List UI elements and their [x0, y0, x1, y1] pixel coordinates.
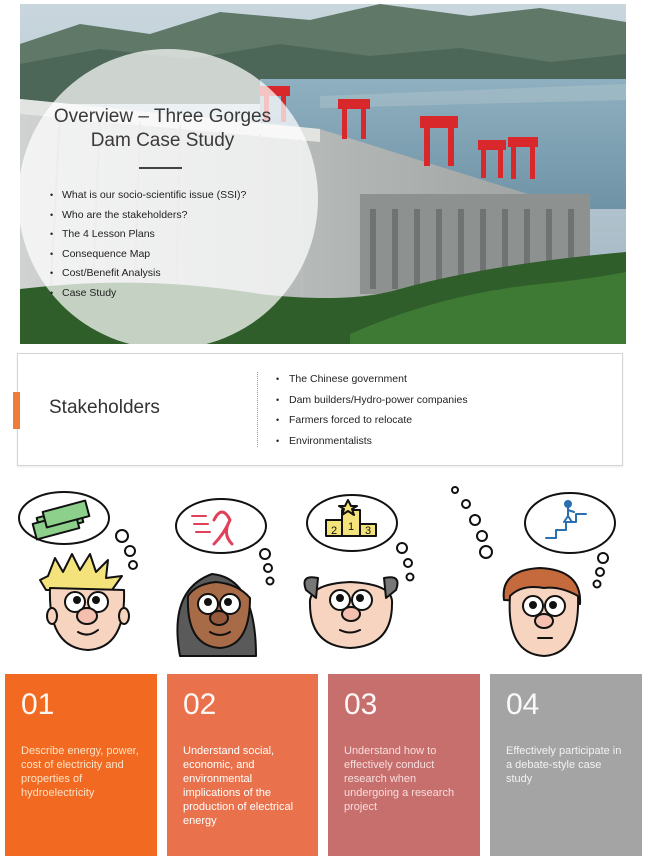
card-text: Understand how to effectively conduct research when undergoing a research project [344, 745, 455, 813]
title-underline [139, 167, 182, 169]
overview-list [50, 186, 246, 303]
podium-label: 3 [364, 525, 372, 537]
podium-thinker-illustration [305, 495, 414, 648]
card-number: 04 [506, 688, 540, 721]
objective-card-2 [167, 674, 318, 856]
list-item: • The 4 Lesson Plans [50, 225, 246, 245]
list-item: • Dam builders/Hydro-power companies [276, 390, 468, 411]
card-text: Describe energy, power, cost of electricity and properties of hydroelectricity [21, 745, 139, 799]
card-number: 01 [21, 688, 55, 721]
list-item: • Who are the stakeholders? [50, 206, 246, 226]
objective-card-3 [328, 674, 480, 856]
objective-card-4 [490, 674, 642, 856]
card-number: 02 [183, 688, 217, 721]
list-item: • Case Study [50, 284, 246, 304]
cartoon-thinkers [0, 478, 645, 668]
list-item: • What is our socio-scientific issue (SSI)? [50, 186, 246, 206]
list-item: • Farmers forced to relocate [276, 410, 468, 431]
divider [257, 372, 258, 447]
overview-title: Overview – Three Gorges Dam Case Study [53, 106, 272, 151]
podium-label: 2 [330, 525, 338, 537]
list-item: • The Chinese government [276, 369, 468, 390]
money-thinker-illustration [19, 492, 137, 650]
card-text: Understand social, economic, and environmental implications of the production of electrical energy [183, 745, 294, 827]
stairs-thinker-illustration [452, 487, 615, 656]
list-item: • Cost/Benefit Analysis [50, 264, 246, 284]
card-number: 03 [344, 688, 378, 721]
objective-card-1 [5, 674, 157, 856]
stakeholders-list [276, 369, 468, 451]
list-item: • Environmentalists [276, 431, 468, 452]
card-text: Effectively participate in a debate-style case study [506, 745, 622, 785]
ribbon-thinker-illustration [176, 499, 274, 656]
podium-label: 1 [347, 521, 355, 533]
accent-bar [13, 392, 20, 429]
list-item: • Consequence Map [50, 245, 246, 265]
stakeholders-title: Stakeholders [49, 397, 160, 418]
